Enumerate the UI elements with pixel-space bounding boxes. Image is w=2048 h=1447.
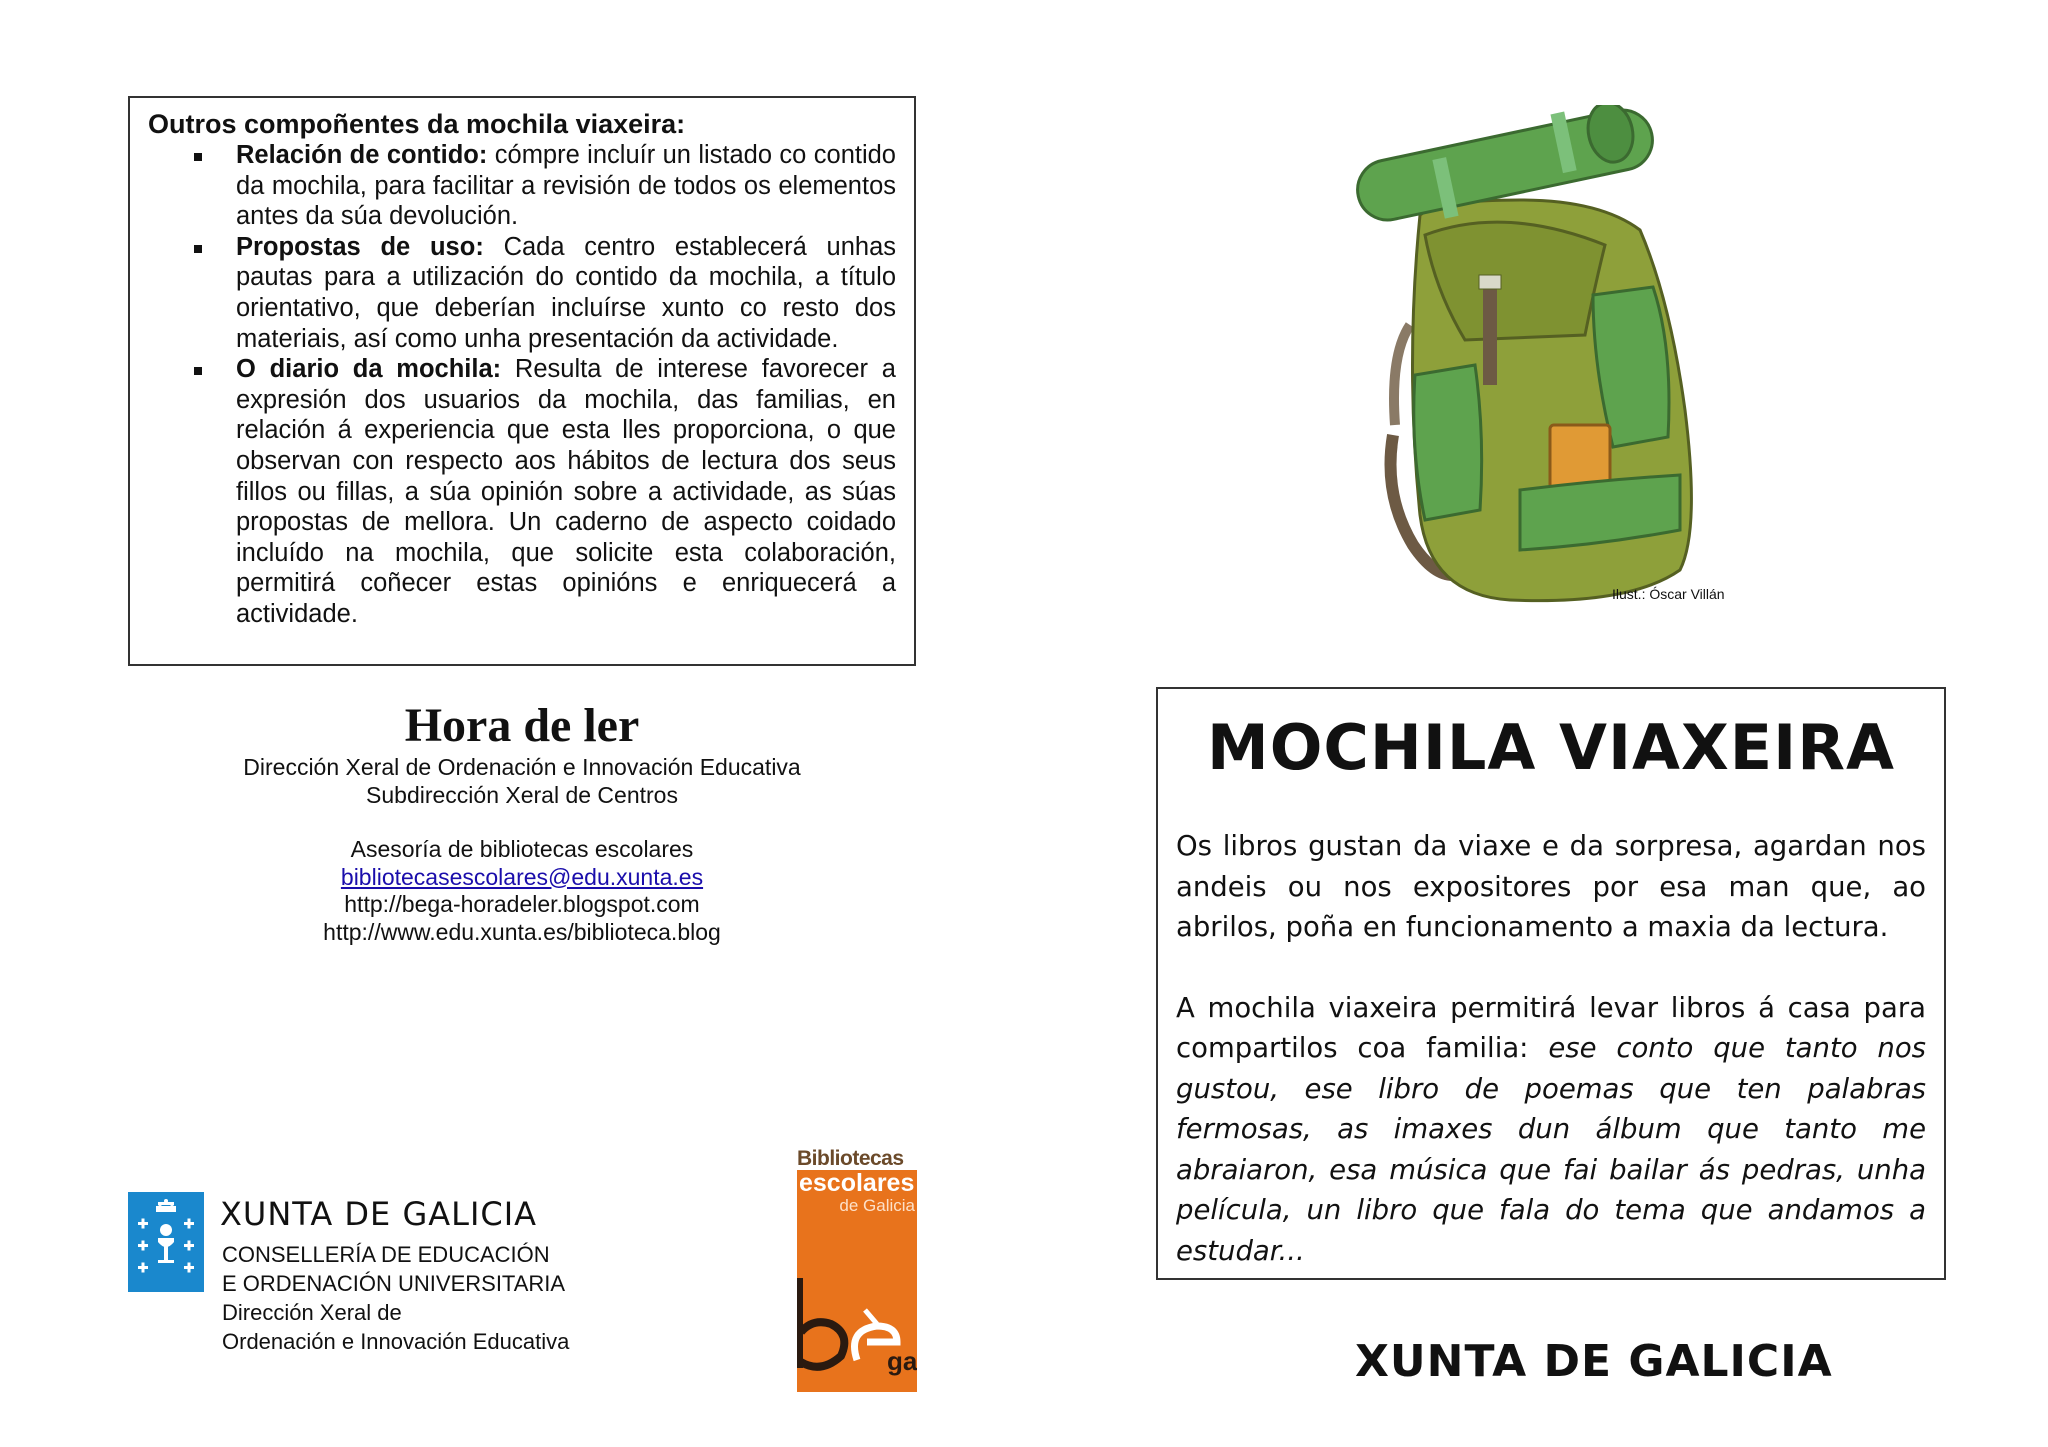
hora-line-subdirection: Subdirección Xeral de Centros <box>366 781 678 808</box>
bega-mark-icon <box>797 1270 917 1390</box>
hora-line-asesoria: Asesoría de bibliotecas escolares <box>350 836 694 862</box>
blog-url-2: http://www.edu.xunta.es/biblioteca.blog <box>323 918 721 945</box>
logo-line-bibliotecas: Bibliotecas <box>797 1147 904 1170</box>
xunta-name-left: XUNTA DE GALICIA <box>220 1195 538 1233</box>
xunta-direccion: Dirección Xeral de <box>222 1300 402 1325</box>
xunta-direccion-2: Ordenación e Innovación Educativa <box>222 1329 570 1354</box>
logo-line-galicia: de Galicia <box>839 1196 915 1215</box>
logo-line-escolares: escolares <box>799 1169 915 1197</box>
list-item <box>236 140 896 232</box>
item-text: Cada centro establecerá unhas pautas para a utilización do contido da mochila, a título orientativo, que deberían incluírse xunto co resto dos materiais, así como unha presentación da actividade. <box>236 232 897 353</box>
item-text: Resulta de interese favorecer a expresión dos usuarios da mochila, das familias, en relación á experiencia que esta lles proporciona, o que observan con respecto aos hábitos de lectura dos seus fillos ou fillas, a súa opinión sobre a actividade, as súas propostas de mellora. Un caderno de aspecto coidado incluído na mochila, que solicite esta colaboración, permitirá coñecer estas opinións e enriquecerá a actividade. <box>236 355 896 628</box>
xunta-emblem-icon <box>128 1192 204 1292</box>
mochila-paragraph-2-plain: A mochila viaxeira permitirá levar libros á casa para compartilos coa familia: <box>1176 991 1926 1064</box>
item-text: cómpre incluír un listado co contido da mochila, para facilitar a revisión de todos os elementos antes da súa devolución. <box>236 141 896 231</box>
list-item <box>236 232 896 354</box>
xunta-name-right: XUNTA DE GALICIA <box>1355 1336 1833 1387</box>
spacer <box>128 809 916 836</box>
mochila-title: MOCHILA VIAXEIRA <box>1207 711 1895 784</box>
bullet-icon <box>194 245 202 253</box>
mochila-viaxeira-box <box>1156 687 1946 1280</box>
bullet-icon <box>194 153 202 161</box>
bibliotecas-escolares-logo <box>797 1148 917 1392</box>
item-label: O diario da mochila: <box>236 355 502 384</box>
item-label: Relación de contido: <box>236 141 488 169</box>
xunta-consellaria-2: E ORDENACIÓN UNIVERSITARIA <box>222 1271 566 1296</box>
components-list <box>148 140 896 630</box>
components-title: Outros compoñentes da mochila viaxeira: <box>148 109 686 139</box>
mochila-paragraph-1: Os libros gustan da viaxe e da sorpresa, agardan nos andeis ou nos expositores por esa man que, ao abrilos, poña en funcionamento a maxia da lectura. <box>1176 830 1926 943</box>
hora-line-direction: Dirección Xeral de Ordenación e Innovación Educativa <box>243 754 801 780</box>
logo-orange-block <box>797 1170 917 1392</box>
item-label: Propostas de uso: <box>236 232 484 261</box>
illustration-credit: Ilust.: Óscar Villán <box>1612 586 1725 602</box>
list-item <box>236 354 896 629</box>
email-link[interactable]: bibliotecasescolares@edu.xunta.es <box>340 863 704 890</box>
bullet-icon <box>194 367 202 375</box>
backpack-illustration <box>1315 105 1735 610</box>
blog-url-1: http://bega-horadeler.blogspot.com <box>344 891 700 917</box>
hora-de-ler-block <box>128 698 916 946</box>
mochila-paragraph-2-italic: ese conto que tanto nos gustou, ese libro de poemas que ten palabras fermosas, as imaxes dun álbum que tanto me abraiaron, esa música que fai bailar ás pedras, unha película, un libro que fala do tema que andamos a estudar... <box>1176 1032 1926 1267</box>
mochila-paragraph-2 <box>1176 988 1926 1272</box>
svg-text:ga: ga <box>887 1346 917 1376</box>
components-box <box>128 96 916 666</box>
xunta-consellaria: CONSELLERÍA DE EDUCACIÓN <box>222 1242 550 1267</box>
hora-title: Hora de ler <box>404 699 640 752</box>
